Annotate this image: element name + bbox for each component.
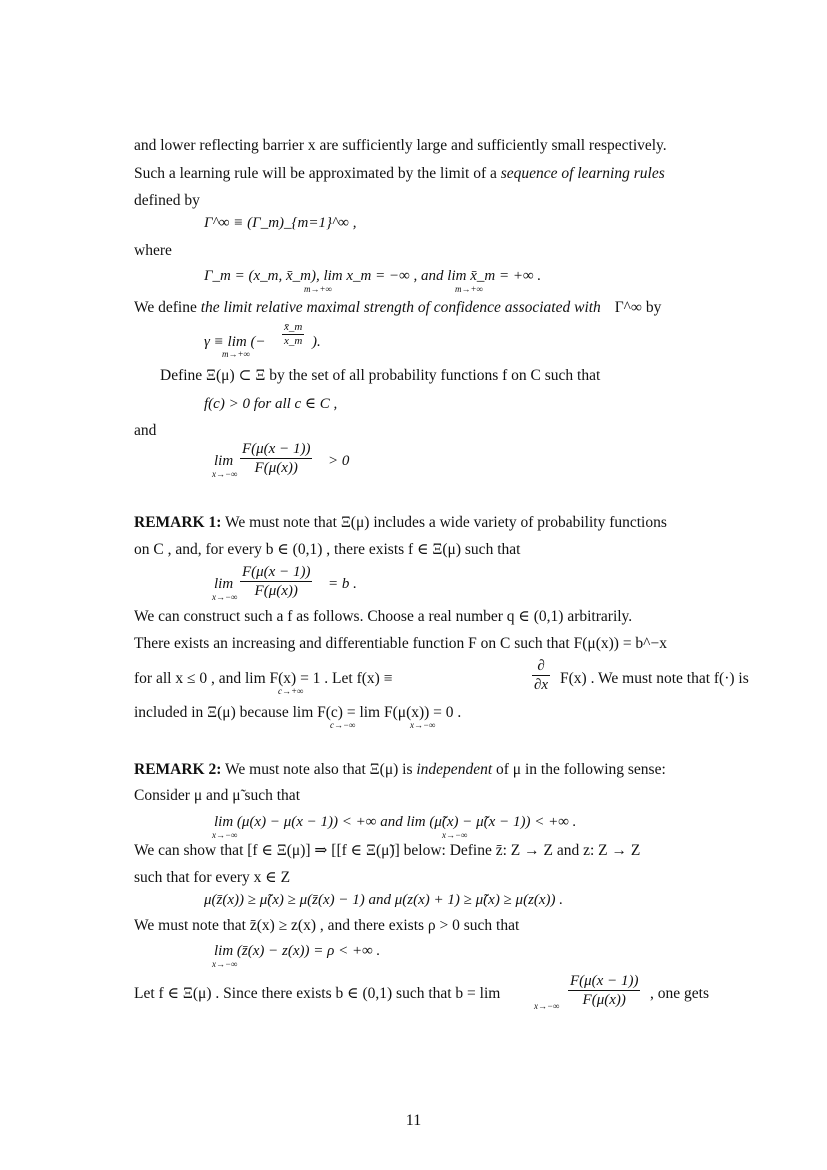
limit-subscript: c→−∞	[330, 720, 356, 730]
numerator: F(μ(x − 1))	[570, 973, 639, 989]
limit-subscript: x→−∞	[212, 959, 238, 969]
text-line: defined by	[134, 192, 200, 209]
remark-title: REMARK 2:	[134, 761, 222, 778]
denominator: F(μ(x))	[240, 581, 312, 600]
text-line: F(x) . We must note that f(·) is	[560, 670, 749, 687]
fraction	[532, 657, 550, 694]
text-span: We must note also that Ξ(μ) is	[221, 761, 417, 778]
equation: ).	[312, 334, 321, 350]
equation: μ(z̄(x)) ≥ μ̃(x) ≥ μ(z̄(x) − 1) and μ(z(x) + 1) ≥ μ̃(x) ≥ μ(z(x)) .	[204, 892, 564, 908]
fraction	[282, 321, 304, 348]
text-line: and lower reflecting barrier x are sufficiently large and sufficiently small respectively.	[134, 137, 667, 154]
emphasis-text: sequence of learning rules	[500, 165, 665, 182]
text-line: We can show that [f ∈ Ξ(μ)] ⇒ [[f ∈ Ξ(μ̃)] below: Define z̄: Z → Z and z: Z → Z	[134, 842, 641, 859]
fraction	[240, 440, 312, 477]
equation: Γ_m = (x_m, x̄_m), lim x_m = −∞ , and lim x̄_m = +∞ .	[204, 268, 542, 284]
remark-title: REMARK 1:	[134, 514, 222, 531]
numerator: F(μ(x − 1))	[242, 441, 311, 457]
equation: = b .	[328, 576, 357, 592]
limit-subscript: x→−∞	[410, 720, 436, 730]
numerator: ∂	[537, 658, 545, 674]
text-line	[134, 760, 666, 780]
limit-subscript: x→−∞	[442, 830, 468, 840]
equation: lim (z̄(x) − z(x)) = ρ < +∞ .	[214, 943, 381, 959]
text-line	[134, 164, 665, 184]
equation: f(c) > 0 for all c ∈ C ,	[204, 396, 338, 412]
text-span: We must note that Ξ(μ) includes a wide variety of probability functions	[221, 514, 667, 531]
limit-subscript: m→+∞	[222, 349, 250, 359]
limit-subscript: x→−∞	[212, 830, 238, 840]
denominator: F(μ(x))	[240, 458, 312, 477]
limit-subscript: m→+∞	[304, 284, 332, 294]
text-line: We can construct such a f as follows. Choose a real number q ∈ (0,1) arbitrarily.	[134, 608, 633, 625]
limit-subscript: c→+∞	[278, 686, 304, 696]
text-line: We must note that z̄(x) ≥ z(x) , and there exists ρ > 0 such that	[134, 917, 520, 934]
emphasis-text: the limit relative maximal strength of confidence associated with	[200, 299, 601, 316]
fraction	[568, 972, 640, 1009]
text-line: There exists an increasing and differentiable function F on C such that F(μ(x)) = b^−x	[134, 635, 667, 652]
text-line: such that for every x ∈ Z	[134, 869, 291, 886]
equation: lim	[214, 453, 234, 469]
denominator: ∂x	[534, 677, 549, 693]
text-line: where	[134, 242, 172, 259]
equation: lim	[214, 576, 234, 592]
text-line: on C , and, for every b ∈ (0,1) , there exists f ∈ Ξ(μ) such that	[134, 541, 521, 558]
limit-subscript: x→−∞	[212, 592, 238, 602]
text-line: and	[134, 422, 157, 439]
text-line	[134, 298, 661, 318]
text-line: Let f ∈ Ξ(μ) . Since there exists b ∈ (0,1) such that b = lim	[134, 985, 501, 1002]
text-line: , one gets	[650, 985, 709, 1002]
text-span: Γ^∞ by	[614, 299, 662, 316]
equation: Γ^∞ ≡ (Γ_m)_{m=1}^∞ ,	[204, 215, 357, 231]
text-line: Consider μ and μ̃ such that	[134, 787, 300, 804]
equation: γ ≡ lim (−	[204, 334, 266, 350]
fraction	[240, 563, 312, 600]
numerator: F(μ(x − 1))	[242, 564, 311, 580]
text-span: We define	[134, 299, 201, 316]
limit-subscript: x→−∞	[534, 1001, 560, 1011]
page-number: 11	[405, 1112, 422, 1129]
limit-subscript: m→+∞	[455, 284, 483, 294]
equation: > 0	[328, 453, 350, 469]
numerator: x̄_m	[284, 321, 303, 333]
equation: lim (μ(x) − μ(x − 1)) < +∞ and lim (μ̃(x) − μ̃(x − 1)) < +∞ .	[214, 814, 577, 830]
text-span: of μ in the following sense:	[492, 761, 666, 778]
text-line: included in Ξ(μ) because lim F(c) = lim F(μ(x)) = 0 .	[134, 704, 462, 721]
denominator: F(μ(x))	[568, 990, 640, 1009]
emphasis-text: independent	[416, 761, 493, 778]
limit-subscript: x→−∞	[212, 469, 238, 479]
text-line	[134, 513, 667, 533]
denominator: x_m	[284, 335, 303, 347]
text-span: Such a learning rule will be approximated by the limit of a	[134, 165, 501, 182]
text-line: for all x ≤ 0 , and lim F(x) = 1 . Let f(x) ≡	[134, 670, 393, 687]
text-line: Define Ξ(μ) ⊂ Ξ by the set of all probability functions f on C such that	[160, 367, 601, 384]
